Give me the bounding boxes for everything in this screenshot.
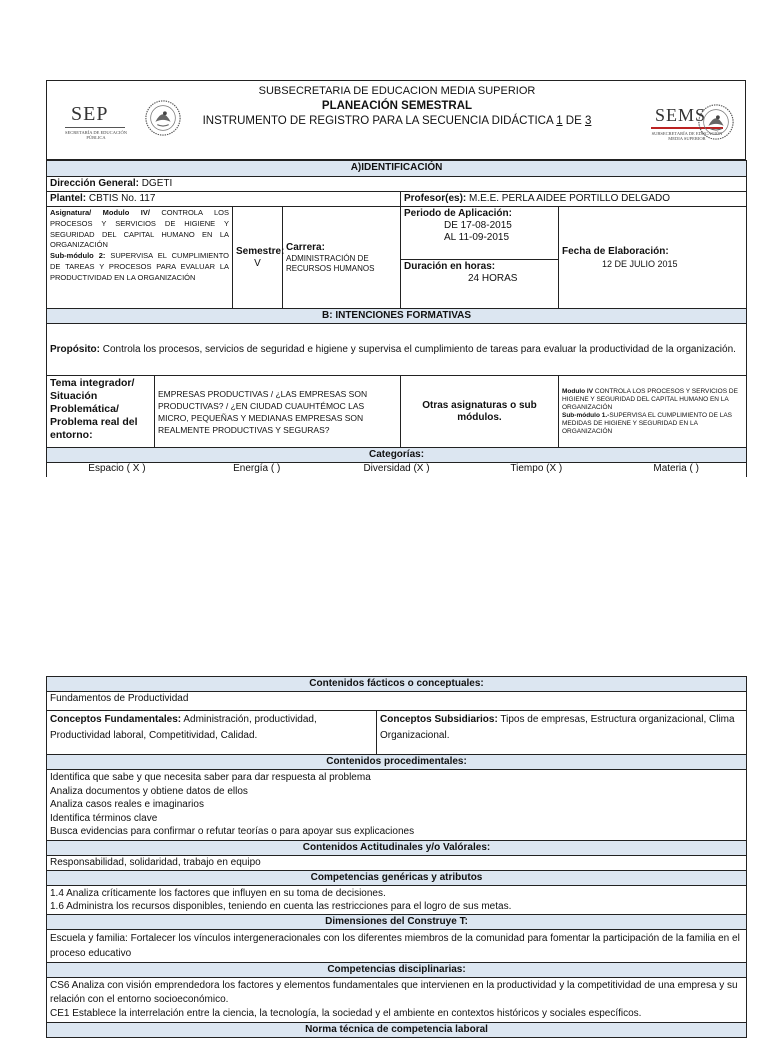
tema-label: Tema integrador/ Situación Problemática/ Problema real del entorno:	[47, 376, 155, 448]
construye-title: Dimensiones del Construye T:	[47, 914, 747, 929]
norma-title: Norma técnica de competencia laboral	[47, 1022, 747, 1037]
otras-sub-label: Sub-módulo 1.-	[562, 411, 610, 419]
asignatura-row	[47, 207, 747, 309]
direccion-label: Dirección General:	[50, 178, 139, 189]
periodo-duracion-cell	[401, 207, 559, 309]
instrumento-de: DE	[562, 115, 585, 127]
categorias-values-cell	[47, 463, 747, 477]
categoria-diversidad: Diversidad (X )	[363, 463, 430, 474]
procedimentales-row	[47, 770, 747, 841]
sems-logo-subtitle: SUBSECRETARÍA DE EDUCACIÓN MEDIA SUPERIOR	[651, 131, 723, 141]
otras-sub-value: SUPERVISA EL CUMPLIMIENTO DE LAS MEDIDAS DE HIGIENE Y SEGURIDAD EN LA ORGANIZACIÓN	[562, 411, 733, 435]
sep-logo-subtitle: SECRETARÍA DE EDUCACIÓN PÚBLICA	[65, 130, 127, 140]
genericas-row	[47, 885, 747, 914]
direccion-row	[47, 177, 747, 192]
semestre-value: V	[254, 257, 261, 269]
procedimental-item: Identifica que sabe y que necesita saber para dar respuesta al problema	[50, 772, 371, 783]
fundamentales-label: Conceptos Fundamentales:	[50, 714, 182, 725]
periodo-block	[401, 207, 558, 260]
otras-label: Otras asignaturas o sub módulos.	[401, 376, 559, 448]
fecha-cell	[559, 207, 747, 309]
conceptos-subsidiarios-cell	[377, 711, 747, 755]
tema-value: EMPRESAS PRODUCTIVAS / ¿LAS EMPRESAS SON PRODUCTIVAS? / ¿EN CIUDAD CUAUHTÉMOC LAS MICRO, PEQUEÑAS Y MEDIANAS EMPRESAS SON REALMENTE PRODUCTIVAS Y SEGURAS?	[155, 376, 401, 448]
section-a-row	[47, 161, 747, 177]
otras-modulo-label: Modulo IV	[562, 387, 594, 395]
section-b-row	[47, 309, 747, 324]
asignatura-label: Asignatura/ Modulo IV/	[50, 208, 150, 217]
plantel-value: CBTIS No. 117	[86, 193, 156, 204]
categoria-espacio: Espacio ( X )	[88, 463, 146, 474]
profesor-cell	[401, 192, 747, 207]
genericas-title-row	[47, 870, 747, 885]
categoria-energia: Energía ( )	[233, 463, 281, 474]
tema-row	[47, 376, 747, 448]
periodo-from: DE 17-08-2015	[444, 220, 512, 231]
fecha-value: 12 DE JULIO 2015	[602, 258, 678, 269]
planeacion-title: PLANEACIÓN SEMESTRAL	[321, 100, 473, 112]
otras-modulo-value: CONTROLA LOS PROCESOS Y SERVICIOS DE HIGIENE Y SEGURIDAD DEL CAPITAL HUMANO EN LA ORGANIZACIÓN	[562, 387, 738, 411]
direccion-cell	[47, 177, 747, 192]
duracion-block	[401, 260, 558, 286]
sep-logo-rule	[65, 127, 125, 128]
fecha-label: Fecha de Elaboración:	[562, 245, 669, 257]
procedimental-item: Busca evidencias para confirmar o refutar teorías o para apoyar sus explicaciones	[50, 826, 415, 837]
facticos-value: Fundamentos de Productividad	[47, 692, 747, 711]
categoria-tiempo: Tiempo (X )	[510, 463, 563, 474]
procedimental-item: Analiza documentos y obtiene datos de ellos	[50, 785, 248, 797]
norma-title-row	[47, 1022, 747, 1037]
document-header	[46, 80, 746, 160]
subsecretaria-title: SUBSECRETARIA DE EDUCACION MEDIA SUPERIOR	[258, 85, 536, 97]
disciplinares-row	[47, 977, 747, 1022]
genericas-cell	[47, 885, 747, 914]
direccion-value: DGETI	[138, 178, 173, 189]
carrera-cell	[283, 207, 401, 309]
otras-cell	[559, 376, 747, 448]
section-b-title: B: INTENCIONES FORMATIVAS	[47, 309, 747, 324]
profesor-label: Profesor(es):	[404, 193, 467, 204]
instrumento-title	[197, 114, 597, 129]
actitudinales-title: Contenidos Actitudinales y/o Valórales:	[47, 840, 747, 855]
actitudinales-title-row	[47, 840, 747, 855]
carrera-value: ADMINISTRACIÓN DE RECURSOS HUMANOS	[286, 253, 375, 273]
fundamentales-value: Administración, productividad, Productividad laboral, Competitividad, Calidad.	[50, 714, 317, 741]
facticos-value-row	[47, 692, 747, 711]
actitudinales-value: Responsabilidad, solidaridad, trabajo en equipo	[47, 855, 747, 870]
disciplinares-title: Competencias disciplinarias:	[47, 962, 747, 977]
asignatura-value: CONTROLA LOS PROCESOS Y SERVICIOS DE HIGIENE Y SEGURIDAD DEL CAPITAL HUMANO EN LA ORGANIZACIÓN	[50, 208, 229, 250]
subsidiarios-label: Conceptos Subsidiarios:	[380, 714, 498, 725]
header-titles	[197, 84, 597, 129]
secuencia-number: 1	[556, 115, 563, 127]
periodo-label: Periodo de Aplicación:	[404, 208, 512, 219]
generica-item: 1.4 Analiza críticamente los factores que influyen en su toma de decisiones.	[50, 887, 386, 899]
facticos-title-row	[47, 677, 747, 692]
mexico-seal-icon	[144, 99, 182, 137]
asignatura-cell	[47, 207, 233, 309]
proposito-label: Propósito:	[50, 343, 100, 355]
proposito-row	[47, 324, 747, 376]
instrumento-text: INSTRUMENTO DE REGISTRO PARA LA SECUENCIA DIDÁCTICA	[202, 115, 557, 127]
semestre-label: Semestre:	[236, 245, 285, 257]
periodo-to: AL 11-09-2015	[444, 232, 510, 243]
secuencia-total: 3	[584, 115, 592, 127]
sep-logo-text: SEP	[71, 103, 109, 125]
conceptos-fundamentales-cell	[47, 711, 377, 755]
categoria-materia: Materia ( )	[653, 463, 699, 474]
procedimental-item: Analiza casos reales e imaginarios	[50, 799, 204, 810]
disciplinares-title-row	[47, 962, 747, 977]
disciplinares-cell	[47, 977, 747, 1022]
proposito-cell	[47, 324, 747, 376]
generica-item: 1.6 Administra los recursos disponibles, teniendo en cuenta las restricciones para el logro de sus metas.	[50, 900, 512, 912]
plantel-row	[47, 192, 747, 207]
procedimentales-cell	[47, 770, 747, 841]
procedimentales-title: Contenidos procedimentales:	[47, 755, 747, 770]
categorias-title: Categorías:	[47, 448, 747, 463]
submodulo-label: Sub-módulo 2:	[50, 251, 106, 261]
disciplinar-item: CE1 Establece la interrelación entre la ciencia, la tecnología, la sociedad y el ambiente en contextos históricos y sociales específicos.	[50, 1007, 642, 1019]
duracion-label: Duración en horas:	[404, 261, 496, 272]
actitudinales-row	[47, 855, 747, 870]
carrera-label: Carrera:	[286, 241, 325, 253]
procedimental-item: Identifica términos clave	[50, 812, 158, 824]
proposito-value: Controla los procesos, servicios de seguridad e higiene y supervisa el cumplimiento de tareas para evaluar la productividad de la organización.	[100, 343, 736, 355]
identification-table	[46, 160, 747, 477]
submodulo-value: SUPERVISA EL CUMPLIMIENTO DE TAREAS Y PROCESOS PARA EVALUAR LA PRODUCTIVIDAD EN LA ORGANIZACIÓN	[50, 251, 229, 282]
subsidiarios-value: Tipos de empresas, Estructura organizacional, Clima Organizacional.	[380, 714, 735, 741]
profesor-value: M.E.E. PERLA AIDEE PORTILLO DELGADO	[466, 193, 671, 204]
duracion-value: 24 HORAS	[468, 273, 518, 284]
disciplinar-item: CS6 Analiza con visión emprendedora los factores y elementos fundamentales que intervienen en la productividad y la competitividad de una empresa y su relación con el entorno socioeconómico.	[50, 979, 738, 1005]
procedimentales-title-row	[47, 755, 747, 770]
conceptos-row	[47, 711, 747, 755]
facticos-title: Contenidos fácticos o conceptuales:	[47, 677, 747, 692]
section-a-title: A)IDENTIFICACIÓN	[47, 161, 747, 177]
categorias-values-row	[47, 463, 747, 477]
construye-row	[47, 929, 747, 962]
categorias-row	[47, 448, 747, 463]
contenidos-table	[46, 676, 747, 1038]
mexico-seal-icon	[697, 103, 735, 141]
semestre-cell	[233, 207, 283, 309]
plantel-cell	[47, 192, 401, 207]
construye-title-row	[47, 914, 747, 929]
sems-logo-text: SEMS	[655, 105, 707, 125]
genericas-title: Competencias genéricas y atributos	[47, 870, 747, 885]
plantel-label: Plantel:	[50, 193, 87, 204]
construye-value: Escuela y familia: Fortalecer los vínculos intergeneracionales con los diferentes miembros de la comunidad para fomentar la participación de la familia en el proceso educativo	[47, 929, 747, 962]
